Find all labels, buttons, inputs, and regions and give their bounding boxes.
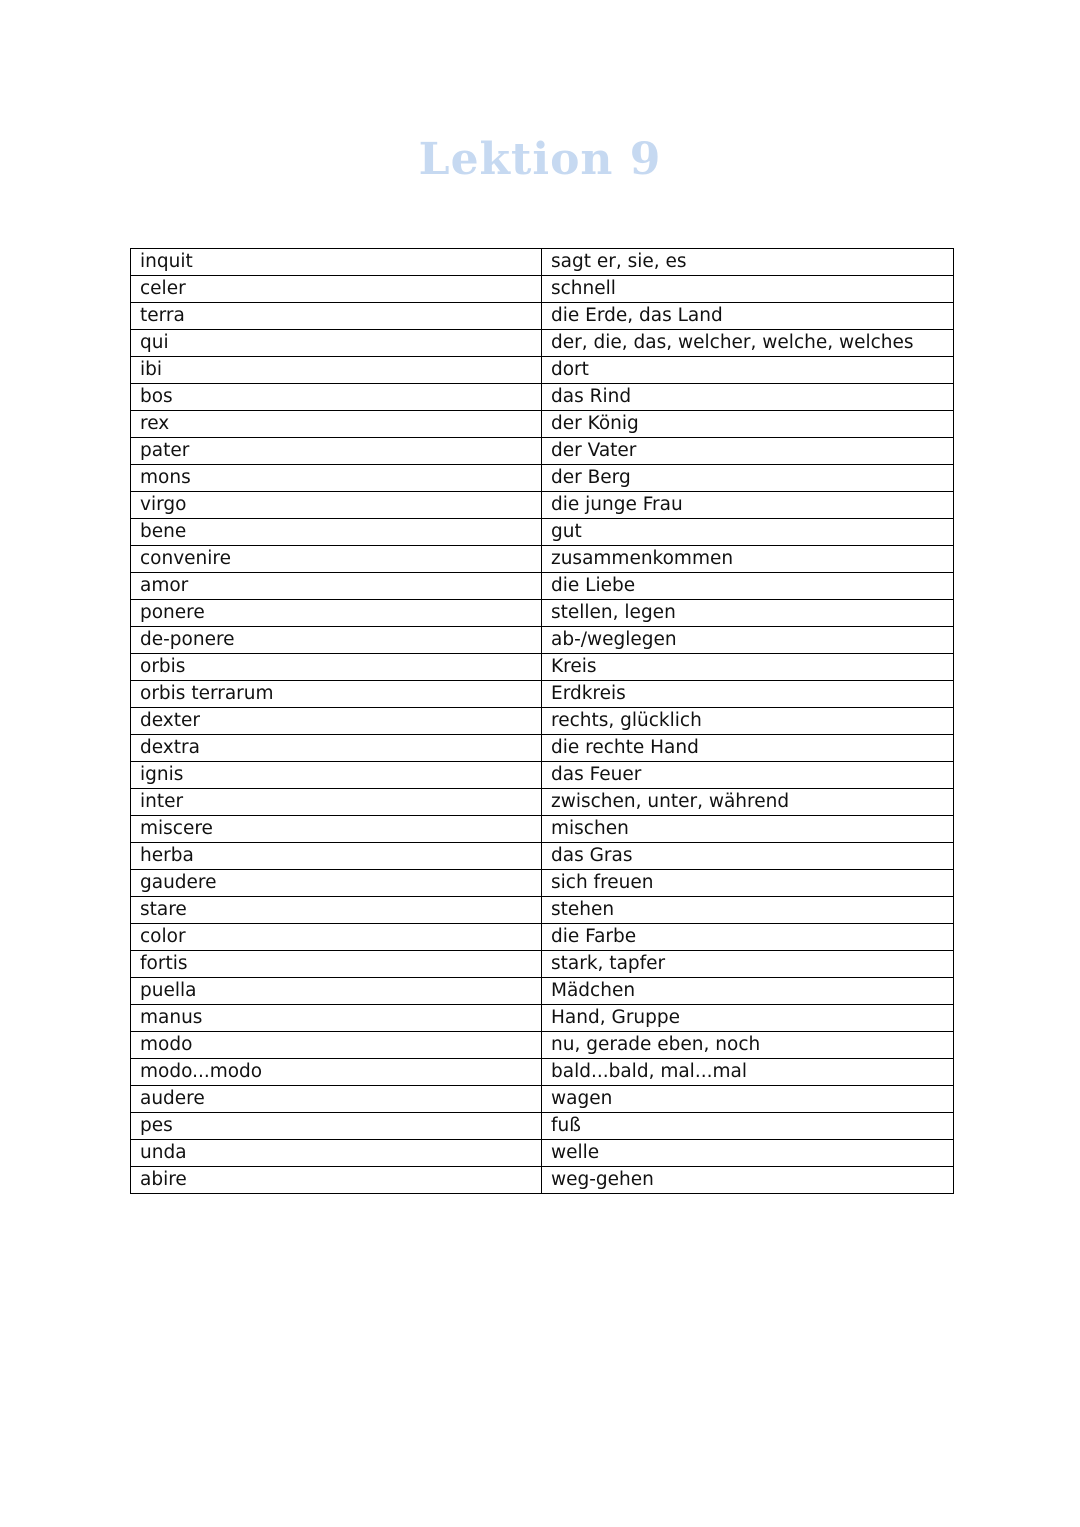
german-translation-cell: sich freuen: [542, 870, 954, 897]
german-translation-cell: welle: [542, 1140, 954, 1167]
german-translation-cell: sagt er, sie, es: [542, 249, 954, 276]
table-row: [131, 1005, 954, 1032]
table-row: [131, 600, 954, 627]
table-row: [131, 897, 954, 924]
latin-word-cell: celer: [131, 276, 542, 303]
latin-word-cell: dextra: [131, 735, 542, 762]
latin-word-cell: mons: [131, 465, 542, 492]
table-row: [131, 276, 954, 303]
german-translation-cell: Mädchen: [542, 978, 954, 1005]
latin-word-cell: rex: [131, 411, 542, 438]
latin-word-cell: manus: [131, 1005, 542, 1032]
latin-word-cell: audere: [131, 1086, 542, 1113]
table-row: [131, 384, 954, 411]
table-row: [131, 330, 954, 357]
latin-word-cell: ignis: [131, 762, 542, 789]
german-translation-cell: Erdkreis: [542, 681, 954, 708]
german-translation-cell: das Feuer: [542, 762, 954, 789]
german-translation-cell: die Liebe: [542, 573, 954, 600]
german-translation-cell: Kreis: [542, 654, 954, 681]
table-row: [131, 681, 954, 708]
vocabulary-table-body: [131, 249, 954, 1194]
table-row: [131, 411, 954, 438]
german-translation-cell: der Vater: [542, 438, 954, 465]
table-row: [131, 870, 954, 897]
latin-word-cell: modo: [131, 1032, 542, 1059]
latin-word-cell: orbis: [131, 654, 542, 681]
latin-word-cell: qui: [131, 330, 542, 357]
german-translation-cell: stark, tapfer: [542, 951, 954, 978]
latin-word-cell: terra: [131, 303, 542, 330]
german-translation-cell: stehen: [542, 897, 954, 924]
german-translation-cell: rechts, glücklich: [542, 708, 954, 735]
latin-word-cell: bos: [131, 384, 542, 411]
table-row: [131, 1059, 954, 1086]
latin-word-cell: stare: [131, 897, 542, 924]
table-row: [131, 249, 954, 276]
latin-word-cell: pater: [131, 438, 542, 465]
latin-word-cell: pes: [131, 1113, 542, 1140]
table-row: [131, 465, 954, 492]
table-row: [131, 762, 954, 789]
german-translation-cell: die Farbe: [542, 924, 954, 951]
table-row: [131, 978, 954, 1005]
german-translation-cell: nu, gerade eben, noch: [542, 1032, 954, 1059]
latin-word-cell: bene: [131, 519, 542, 546]
latin-word-cell: abire: [131, 1167, 542, 1194]
latin-word-cell: ibi: [131, 357, 542, 384]
german-translation-cell: das Rind: [542, 384, 954, 411]
german-translation-cell: weg-gehen: [542, 1167, 954, 1194]
latin-word-cell: modo...modo: [131, 1059, 542, 1086]
latin-word-cell: unda: [131, 1140, 542, 1167]
latin-word-cell: virgo: [131, 492, 542, 519]
table-row: [131, 1086, 954, 1113]
table-row: [131, 1032, 954, 1059]
table-row: [131, 573, 954, 600]
latin-word-cell: orbis terrarum: [131, 681, 542, 708]
latin-word-cell: dexter: [131, 708, 542, 735]
german-translation-cell: die Erde, das Land: [542, 303, 954, 330]
table-row: [131, 1140, 954, 1167]
table-row: [131, 654, 954, 681]
table-row: [131, 627, 954, 654]
latin-word-cell: gaudere: [131, 870, 542, 897]
latin-word-cell: inter: [131, 789, 542, 816]
table-row: [131, 357, 954, 384]
german-translation-cell: der Berg: [542, 465, 954, 492]
german-translation-cell: mischen: [542, 816, 954, 843]
german-translation-cell: zusammenkommen: [542, 546, 954, 573]
german-translation-cell: schnell: [542, 276, 954, 303]
german-translation-cell: stellen, legen: [542, 600, 954, 627]
german-translation-cell: wagen: [542, 1086, 954, 1113]
table-row: [131, 519, 954, 546]
latin-word-cell: inquit: [131, 249, 542, 276]
vocabulary-table: [130, 248, 954, 1194]
table-row: [131, 1113, 954, 1140]
table-row: [131, 708, 954, 735]
table-row: [131, 843, 954, 870]
table-row: [131, 438, 954, 465]
german-translation-cell: dort: [542, 357, 954, 384]
german-translation-cell: fuß: [542, 1113, 954, 1140]
latin-word-cell: color: [131, 924, 542, 951]
latin-word-cell: de-ponere: [131, 627, 542, 654]
german-translation-cell: zwischen, unter, während: [542, 789, 954, 816]
page-title: Lektion 9: [418, 134, 662, 185]
latin-word-cell: puella: [131, 978, 542, 1005]
german-translation-cell: der, die, das, welcher, welche, welches: [542, 330, 954, 357]
german-translation-cell: die rechte Hand: [542, 735, 954, 762]
table-row: [131, 789, 954, 816]
table-row: [131, 735, 954, 762]
table-row: [131, 924, 954, 951]
german-translation-cell: der König: [542, 411, 954, 438]
latin-word-cell: convenire: [131, 546, 542, 573]
latin-word-cell: amor: [131, 573, 542, 600]
table-row: [131, 546, 954, 573]
german-translation-cell: das Gras: [542, 843, 954, 870]
table-row: [131, 303, 954, 330]
german-translation-cell: ab-/weglegen: [542, 627, 954, 654]
german-translation-cell: gut: [542, 519, 954, 546]
table-row: [131, 951, 954, 978]
latin-word-cell: miscere: [131, 816, 542, 843]
table-row: [131, 816, 954, 843]
table-row: [131, 492, 954, 519]
latin-word-cell: herba: [131, 843, 542, 870]
german-translation-cell: bald...bald, mal...mal: [542, 1059, 954, 1086]
german-translation-cell: Hand, Gruppe: [542, 1005, 954, 1032]
latin-word-cell: fortis: [131, 951, 542, 978]
latin-word-cell: ponere: [131, 600, 542, 627]
table-row: [131, 1167, 954, 1194]
german-translation-cell: die junge Frau: [542, 492, 954, 519]
